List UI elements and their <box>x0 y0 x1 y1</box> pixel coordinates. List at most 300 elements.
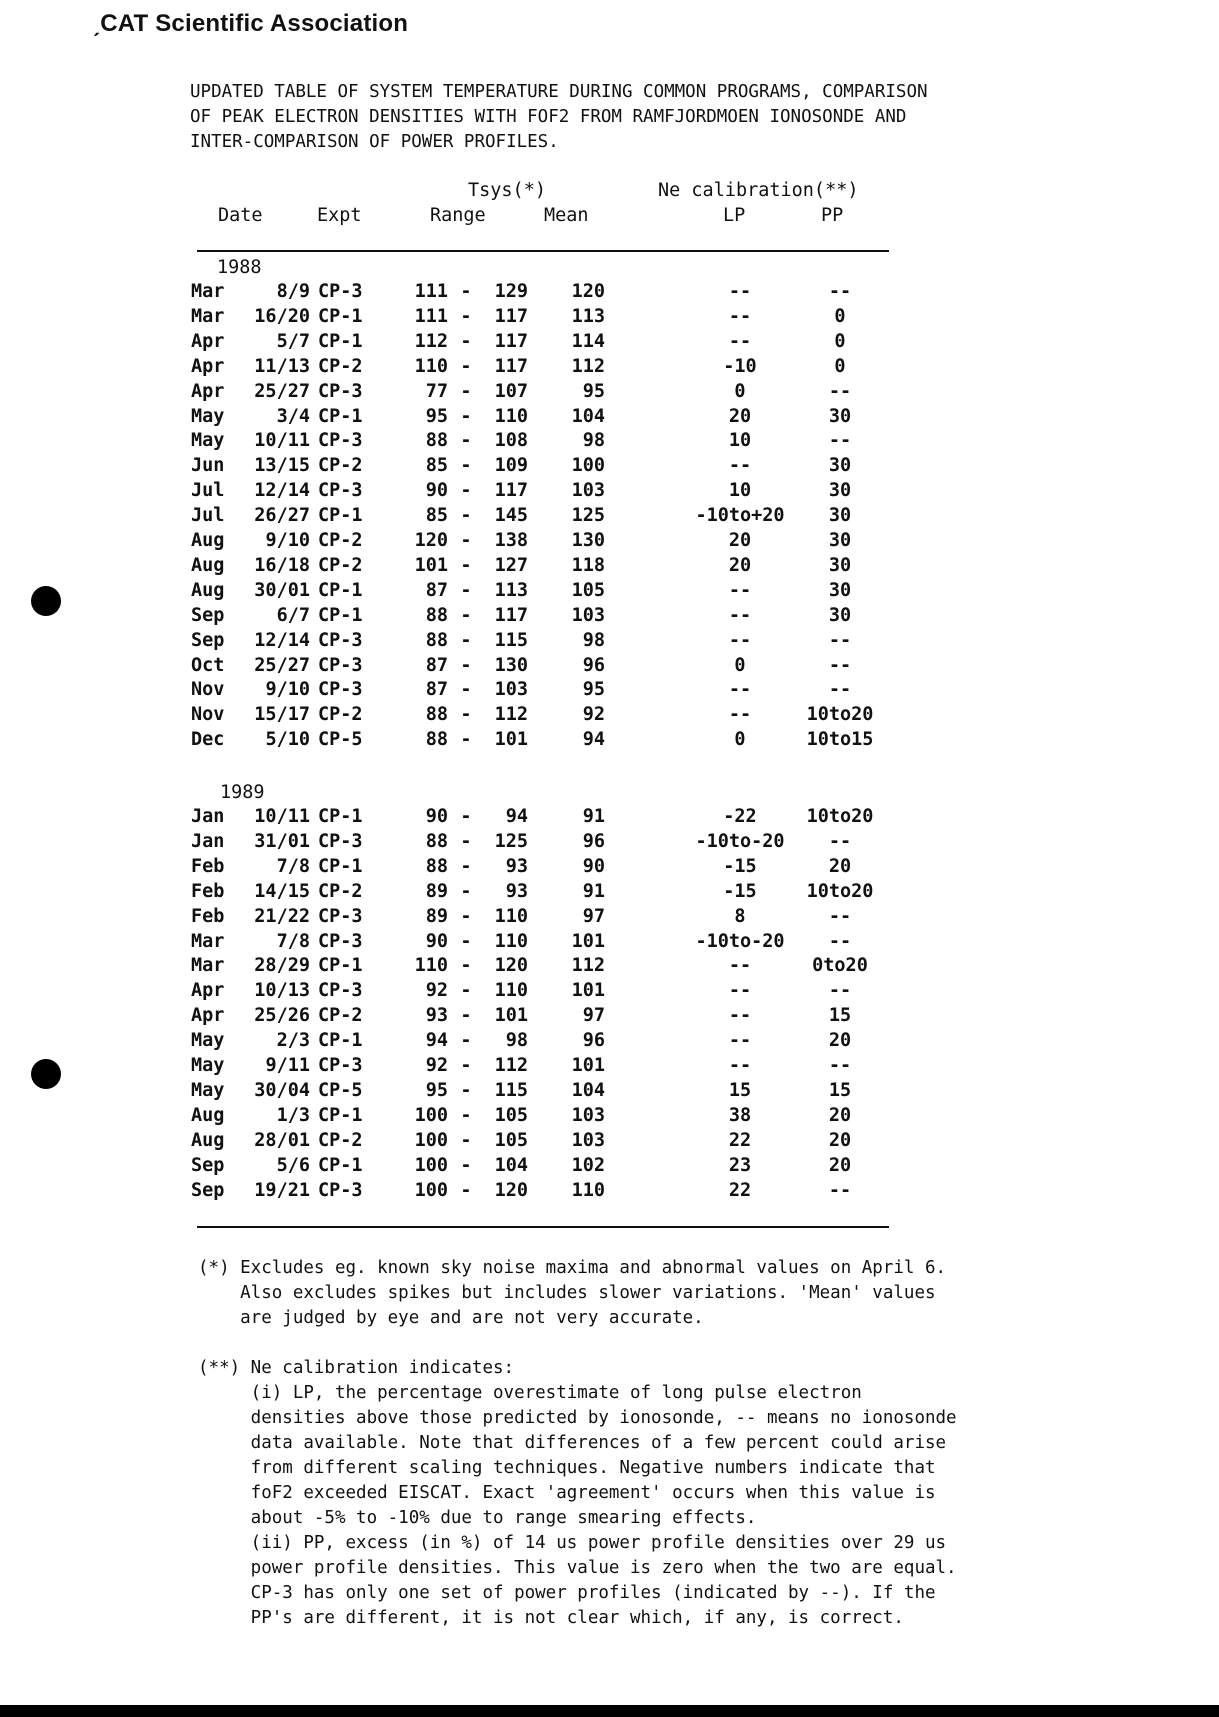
expt-cell: CP-1 <box>318 604 363 626</box>
punch-hole-lower <box>31 1059 61 1089</box>
lp-cell: -10to+20 <box>695 505 785 527</box>
range-high-cell: 112 <box>494 704 528 726</box>
table-row <box>0 628 1219 653</box>
date-month-cell: Dec <box>191 729 225 751</box>
range-low-cell: 100 <box>414 1154 448 1176</box>
range-high-cell: 101 <box>494 1005 528 1027</box>
date-month-cell: Aug <box>191 579 225 601</box>
range-high-cell: 110 <box>494 905 528 927</box>
range-low-cell: 88 <box>425 830 448 852</box>
mean-cell: 102 <box>571 1154 605 1176</box>
table-row <box>0 478 1219 503</box>
table-row <box>0 727 1219 752</box>
date-days-cell: 13/15 <box>254 455 310 477</box>
mean-cell: 101 <box>571 980 605 1002</box>
range-low-cell: 85 <box>425 505 448 527</box>
pp-cell: 10to20 <box>806 704 874 726</box>
table-row <box>0 653 1219 678</box>
date-days-cell: 25/27 <box>254 654 310 676</box>
footnote-line: data available. Note that differences of a few percent could arise <box>198 1433 947 1453</box>
range-high-cell: 125 <box>494 830 528 852</box>
date-days-cell: 25/26 <box>254 1005 310 1027</box>
year-heading: 1988 <box>217 257 262 278</box>
footnote-line: (*) Excludes eg. known sky noise maxima and abnormal values on April 6. <box>198 1258 947 1278</box>
range-low-cell: 87 <box>425 679 448 701</box>
lp-cell: -- <box>728 980 752 1002</box>
range-high-cell: 104 <box>494 1154 528 1176</box>
date-month-cell: Nov <box>191 704 225 726</box>
pp-cell: 20 <box>828 1154 852 1176</box>
date-days-cell: 9/10 <box>265 679 310 701</box>
lp-cell: 23 <box>728 1154 752 1176</box>
date-days-cell: 30/01 <box>254 579 310 601</box>
expt-cell: CP-2 <box>318 355 363 377</box>
table-row <box>0 953 1219 978</box>
mean-cell: 103 <box>571 1129 605 1151</box>
expt-cell: CP-3 <box>318 679 363 701</box>
mean-cell: 90 <box>582 855 605 877</box>
expt-cell: CP-3 <box>318 830 363 852</box>
table-row <box>0 354 1219 379</box>
mean-cell: 91 <box>582 806 605 827</box>
pp-cell: 30 <box>828 530 852 551</box>
table-row <box>0 528 1219 553</box>
range-separator: - <box>460 1030 472 1052</box>
range-high-cell: 115 <box>494 629 528 651</box>
intro-line: UPDATED TABLE OF SYSTEM TEMPERATURE DURING COMMON PROGRAMS, COMPARISON <box>190 82 928 102</box>
table-row <box>0 553 1219 578</box>
range-high-cell: 101 <box>494 729 528 751</box>
range-separator: - <box>460 855 472 877</box>
lp-cell: 15 <box>728 1079 752 1101</box>
expt-cell: CP-3 <box>318 430 363 452</box>
lp-column-header: LP <box>723 205 746 226</box>
footnote-line: (**) Ne calibration indicates: <box>198 1358 515 1378</box>
range-low-cell: 90 <box>425 930 448 952</box>
pp-cell: 30 <box>828 554 852 576</box>
range-low-cell: 88 <box>425 704 448 726</box>
range-separator: - <box>460 930 472 952</box>
date-days-cell: 26/27 <box>254 505 310 527</box>
range-high-cell: 105 <box>494 1104 528 1126</box>
date-month-cell: Nov <box>191 679 225 701</box>
range-low-cell: 112 <box>414 330 448 352</box>
range-separator: - <box>460 806 472 827</box>
range-low-cell: 87 <box>425 579 448 601</box>
lp-cell: -- <box>728 1055 752 1076</box>
range-separator: - <box>460 305 472 327</box>
lp-cell: 20 <box>728 405 752 427</box>
range-high-cell: 145 <box>494 505 528 527</box>
table-row <box>0 503 1219 528</box>
date-days-cell: 16/18 <box>254 554 310 576</box>
lp-cell: -10to-20 <box>695 830 785 852</box>
date-month-cell: Mar <box>191 305 225 327</box>
pp-cell: -- <box>828 1179 852 1201</box>
pp-cell: 10to20 <box>806 880 874 902</box>
pp-cell: 10to15 <box>806 729 874 751</box>
date-month-cell: Aug <box>191 530 225 551</box>
lp-cell: -- <box>728 579 752 601</box>
mean-cell: 96 <box>582 1030 605 1052</box>
range-high-cell: 117 <box>494 330 528 352</box>
date-month-cell: May <box>191 430 225 452</box>
range-separator: - <box>460 654 472 676</box>
date-days-cell: 10/13 <box>254 980 310 1002</box>
pp-cell: -- <box>828 654 852 676</box>
table-bottom-rule <box>197 1226 889 1228</box>
range-separator: - <box>460 1129 472 1151</box>
range-low-cell: 87 <box>425 654 448 676</box>
year-heading: 1989 <box>220 782 265 803</box>
lp-cell: 8 <box>734 905 746 927</box>
mean-cell: 91 <box>582 880 605 902</box>
footnote-line: Also excludes spikes but includes slower variations. 'Mean' values <box>198 1283 936 1303</box>
footnote-line: (i) LP, the percentage overestimate of long pulse electron <box>198 1383 862 1403</box>
date-days-cell: 15/17 <box>254 704 310 726</box>
footnote-line: CP-3 has only one set of power profiles (indicated by --). If the <box>198 1583 936 1603</box>
range-low-cell: 89 <box>425 880 448 902</box>
mean-cell: 120 <box>571 281 605 302</box>
mean-cell: 103 <box>571 480 605 502</box>
mean-cell: 95 <box>582 679 605 701</box>
pp-cell: -- <box>828 629 852 651</box>
date-month-cell: Apr <box>191 1005 225 1027</box>
mean-cell: 96 <box>582 830 605 852</box>
lp-cell: 20 <box>728 530 752 551</box>
range-high-cell: 98 <box>505 1030 528 1052</box>
range-high-cell: 110 <box>494 980 528 1002</box>
range-low-cell: 77 <box>425 380 448 402</box>
date-days-cell: 30/04 <box>254 1079 310 1101</box>
table-row <box>0 879 1219 904</box>
lp-cell: -15 <box>723 880 757 902</box>
range-high-cell: 109 <box>494 455 528 477</box>
date-days-cell: 21/22 <box>254 905 310 927</box>
expt-cell: CP-3 <box>318 930 363 952</box>
expt-cell: CP-3 <box>318 480 363 502</box>
mean-cell: 114 <box>571 330 605 352</box>
date-month-cell: Apr <box>191 980 225 1002</box>
range-high-cell: 117 <box>494 604 528 626</box>
mean-cell: 103 <box>571 604 605 626</box>
pp-cell: 30 <box>828 579 852 601</box>
range-high-cell: 117 <box>494 480 528 502</box>
pp-cell: -- <box>828 980 852 1002</box>
range-high-cell: 107 <box>494 380 528 402</box>
lp-cell: 38 <box>728 1104 752 1126</box>
pp-cell: 0 <box>834 355 846 377</box>
date-days-cell: 3/4 <box>276 405 310 427</box>
range-low-cell: 90 <box>425 480 448 502</box>
pp-cell: 30 <box>828 455 852 477</box>
date-month-cell: Sep <box>191 1179 225 1201</box>
date-days-cell: 5/7 <box>276 330 310 352</box>
expt-cell: CP-3 <box>318 980 363 1002</box>
range-separator: - <box>460 1079 472 1101</box>
lp-cell: -- <box>728 704 752 726</box>
date-days-cell: 7/8 <box>276 855 310 877</box>
range-low-cell: 92 <box>425 980 448 1002</box>
expt-cell: CP-2 <box>318 880 363 902</box>
expt-cell: CP-3 <box>318 380 363 402</box>
date-month-cell: Mar <box>191 930 225 952</box>
range-separator: - <box>460 729 472 751</box>
date-days-cell: 5/10 <box>265 729 310 751</box>
range-high-cell: 130 <box>494 654 528 676</box>
range-separator: - <box>460 1154 472 1176</box>
range-high-cell: 105 <box>494 1129 528 1151</box>
date-month-cell: Jul <box>191 505 225 527</box>
mean-cell: 112 <box>571 355 605 377</box>
range-separator: - <box>460 455 472 477</box>
range-separator: - <box>460 281 472 302</box>
date-days-cell: 7/8 <box>276 930 310 952</box>
lp-cell: -- <box>728 330 752 352</box>
range-separator: - <box>460 704 472 726</box>
date-month-cell: Aug <box>191 1129 225 1151</box>
range-high-cell: 120 <box>494 1179 528 1201</box>
expt-cell: CP-2 <box>318 455 363 477</box>
footnote-line: (ii) PP, excess (in %) of 14 us power profile densities over 29 us <box>198 1533 947 1553</box>
table-row <box>0 929 1219 954</box>
footnote-tsys <box>198 1256 957 1331</box>
mean-cell: 98 <box>582 430 605 452</box>
lp-cell: -- <box>728 604 752 626</box>
table-row <box>0 978 1219 1003</box>
date-column-header: Date <box>218 205 263 226</box>
table-row <box>0 603 1219 628</box>
footnote-line: power profile densities. This value is zero when the two are equal. <box>198 1558 957 1578</box>
range-low-cell: 111 <box>414 305 448 327</box>
range-separator: - <box>460 505 472 527</box>
table-top-rule <box>197 250 889 252</box>
table-row <box>0 428 1219 453</box>
range-high-cell: 117 <box>494 305 528 327</box>
page-bottom-edge <box>0 1705 1219 1717</box>
range-low-cell: 111 <box>414 281 448 302</box>
intro-paragraph <box>190 80 1150 155</box>
table-row <box>0 329 1219 354</box>
punch-hole-upper <box>31 586 61 616</box>
mean-cell: 118 <box>571 554 605 576</box>
range-separator: - <box>460 330 472 352</box>
mean-cell: 92 <box>582 704 605 726</box>
pp-column-header: PP <box>821 205 844 226</box>
lp-cell: -- <box>728 679 752 701</box>
mean-cell: 101 <box>571 930 605 952</box>
mean-cell: 101 <box>571 1055 605 1076</box>
pp-cell: 15 <box>828 1079 852 1101</box>
table-row <box>0 1028 1219 1053</box>
date-days-cell: 1/3 <box>276 1104 310 1126</box>
pp-cell: -- <box>828 430 852 452</box>
range-separator: - <box>460 355 472 377</box>
date-month-cell: Jul <box>191 480 225 502</box>
footnote-line: PP's are different, it is not clear which, if any, is correct. <box>198 1608 904 1628</box>
pp-cell: 30 <box>828 480 852 502</box>
expt-cell: CP-1 <box>318 579 363 601</box>
range-low-cell: 88 <box>425 629 448 651</box>
lp-cell: -10to-20 <box>695 930 785 952</box>
lp-cell: 10 <box>728 480 752 502</box>
range-low-cell: 120 <box>414 530 448 551</box>
footnote-line: foF2 exceeded EISCAT. Exact 'agreement' occurs when this value is <box>198 1483 936 1503</box>
mean-cell: 100 <box>571 455 605 477</box>
range-high-cell: 94 <box>505 806 528 827</box>
range-low-cell: 92 <box>425 1055 448 1076</box>
pp-cell: -- <box>828 1055 852 1076</box>
date-month-cell: Feb <box>191 855 225 877</box>
range-high-cell: 113 <box>494 579 528 601</box>
date-month-cell: Apr <box>191 355 225 377</box>
mean-cell: 104 <box>571 405 605 427</box>
range-low-cell: 101 <box>414 554 448 576</box>
footnote-ne-calibration <box>198 1356 957 1631</box>
mean-cell: 97 <box>582 1005 605 1027</box>
page-header-title: ˏCAT Scientific Association <box>92 10 409 37</box>
expt-cell: CP-1 <box>318 955 363 977</box>
table-row <box>0 404 1219 429</box>
table-row <box>0 904 1219 929</box>
mean-cell: 94 <box>582 729 605 751</box>
table-row <box>0 578 1219 603</box>
expt-cell: CP-3 <box>318 654 363 676</box>
range-separator: - <box>460 530 472 551</box>
expt-cell: CP-1 <box>318 405 363 427</box>
range-high-cell: 127 <box>494 554 528 576</box>
expt-cell: CP-3 <box>318 1179 363 1201</box>
range-low-cell: 88 <box>425 604 448 626</box>
range-low-cell: 110 <box>414 955 448 977</box>
range-separator: - <box>460 629 472 651</box>
range-separator: - <box>460 980 472 1002</box>
mean-cell: 97 <box>582 905 605 927</box>
date-days-cell: 25/27 <box>254 380 310 402</box>
footnote-line: about -5% to -10% due to range smearing effects. <box>198 1508 757 1528</box>
mean-cell: 98 <box>582 629 605 651</box>
range-separator: - <box>460 405 472 427</box>
lp-cell: -- <box>728 455 752 477</box>
lp-cell: -- <box>728 955 752 977</box>
range-low-cell: 88 <box>425 855 448 877</box>
range-separator: - <box>460 430 472 452</box>
expt-column-header: Expt <box>317 205 362 226</box>
date-month-cell: Jun <box>191 455 225 477</box>
range-separator: - <box>460 579 472 601</box>
lp-cell: 0 <box>734 729 746 751</box>
range-separator: - <box>460 880 472 902</box>
table-row <box>0 1153 1219 1178</box>
mean-column-header: Mean <box>544 205 589 226</box>
expt-cell: CP-1 <box>318 1030 363 1052</box>
pp-cell: 30 <box>828 505 852 527</box>
range-high-cell: 103 <box>494 679 528 701</box>
table-row <box>0 1103 1219 1128</box>
table-row <box>0 1078 1219 1103</box>
range-separator: - <box>460 955 472 977</box>
table-row <box>0 1178 1219 1203</box>
range-separator: - <box>460 554 472 576</box>
mean-cell: 112 <box>571 955 605 977</box>
footnote-line: are judged by eye and are not very accurate. <box>198 1308 704 1328</box>
table-row <box>0 829 1219 854</box>
date-month-cell: Sep <box>191 1154 225 1176</box>
date-days-cell: 12/14 <box>254 629 310 651</box>
table-row <box>0 304 1219 329</box>
date-days-cell: 14/15 <box>254 880 310 902</box>
expt-cell: CP-3 <box>318 281 363 302</box>
date-month-cell: Jan <box>191 830 225 852</box>
expt-cell: CP-1 <box>318 1104 363 1126</box>
date-days-cell: 10/11 <box>254 430 310 452</box>
range-low-cell: 85 <box>425 455 448 477</box>
date-days-cell: 12/14 <box>254 480 310 502</box>
pp-cell: -- <box>828 905 852 927</box>
range-separator: - <box>460 380 472 402</box>
table-row <box>0 379 1219 404</box>
range-separator: - <box>460 480 472 502</box>
date-days-cell: 31/01 <box>254 830 310 852</box>
mean-cell: 95 <box>582 380 605 402</box>
pp-cell: -- <box>828 679 852 701</box>
table-row <box>0 854 1219 879</box>
expt-cell: CP-2 <box>318 554 363 576</box>
table-row <box>0 1128 1219 1153</box>
expt-cell: CP-1 <box>318 855 363 877</box>
range-high-cell: 138 <box>494 530 528 551</box>
intro-line: OF PEAK ELECTRON DENSITIES WITH FOF2 FROM RAMFJORDMOEN IONOSONDE AND <box>190 107 907 127</box>
date-days-cell: 19/21 <box>254 1179 310 1201</box>
ne-calibration-group-header: Ne calibration(**) <box>658 180 859 201</box>
date-month-cell: Aug <box>191 1104 225 1126</box>
date-days-cell: 16/20 <box>254 305 310 327</box>
date-month-cell: Feb <box>191 880 225 902</box>
date-days-cell: 2/3 <box>276 1030 310 1052</box>
lp-cell: -22 <box>723 806 757 827</box>
expt-cell: CP-1 <box>318 806 363 827</box>
date-month-cell: Aug <box>191 554 225 576</box>
date-month-cell: Feb <box>191 905 225 927</box>
range-high-cell: 93 <box>505 880 528 902</box>
range-separator: - <box>460 830 472 852</box>
pp-cell: -- <box>828 830 852 852</box>
lp-cell: -- <box>728 1030 752 1052</box>
date-month-cell: Sep <box>191 604 225 626</box>
lp-cell: -- <box>728 1005 752 1027</box>
footnote-line: densities above those predicted by ionosonde, -- means no ionosonde <box>198 1408 957 1428</box>
mean-cell: 113 <box>571 305 605 327</box>
range-high-cell: 120 <box>494 955 528 977</box>
expt-cell: CP-2 <box>318 1005 363 1027</box>
range-separator: - <box>460 604 472 626</box>
table-row <box>0 804 1219 829</box>
mean-cell: 110 <box>571 1179 605 1201</box>
date-month-cell: May <box>191 405 225 427</box>
table-row <box>0 677 1219 702</box>
date-month-cell: Apr <box>191 380 225 402</box>
date-month-cell: Mar <box>191 281 225 302</box>
expt-cell: CP-3 <box>318 1055 363 1076</box>
expt-cell: CP-1 <box>318 330 363 352</box>
range-low-cell: 93 <box>425 1005 448 1027</box>
date-month-cell: Apr <box>191 330 225 352</box>
lp-cell: -10 <box>723 355 757 377</box>
range-high-cell: 117 <box>494 355 528 377</box>
expt-cell: CP-3 <box>318 629 363 651</box>
range-low-cell: 110 <box>414 355 448 377</box>
range-column-header: Range <box>430 205 486 226</box>
